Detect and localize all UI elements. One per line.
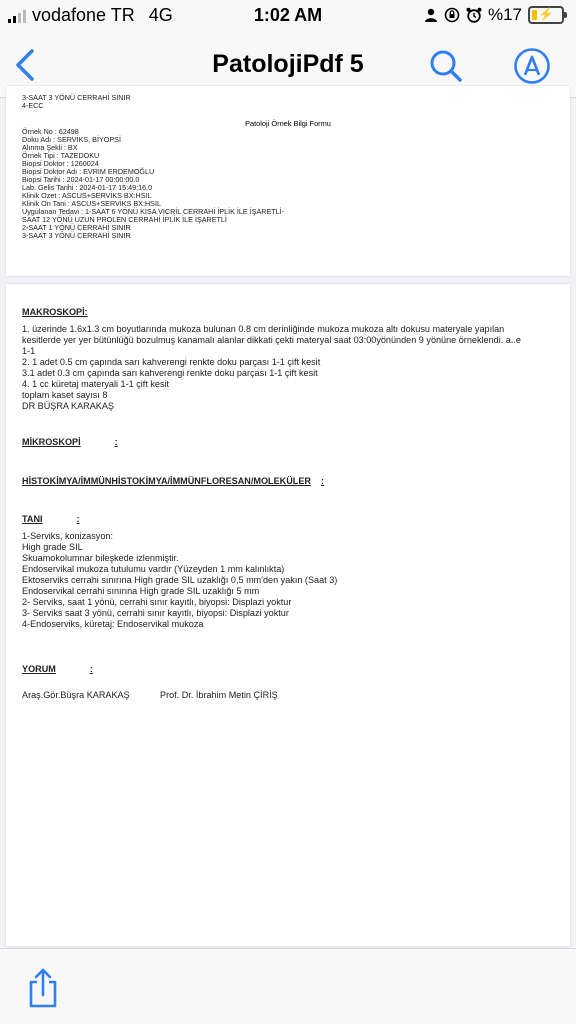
share-button[interactable]	[24, 967, 62, 1009]
form-line: Biopsi Tarihi : 2024-01-17 00:00:00.0	[22, 175, 140, 184]
yorum-heading	[22, 664, 93, 674]
search-button[interactable]	[426, 46, 466, 86]
form-heading: Patoloji Örnek Bilgi Formu	[245, 119, 331, 128]
form-line: Doku Adı : SERVİKS, BİYOPSİ	[22, 135, 121, 144]
markup-button[interactable]	[512, 46, 552, 86]
heading-colon: :	[76, 514, 80, 524]
tani-line: Endoservikal mukoza tutulumu vardır (Yüzeyden 1 mm kalınlıkta)	[22, 564, 285, 574]
yorum-title: YORUM	[22, 664, 56, 674]
markup-pen-icon	[512, 46, 552, 86]
form-line: 2-SAAT 1 YÖNÜ CERRAHİ SINIR	[22, 223, 131, 232]
alarm-icon	[466, 7, 482, 23]
form-line: Klinik Ozet : ASCUS+SERVİKS BX:HSIL	[22, 191, 152, 200]
makroskopi-heading: MAKROSKOPİ:	[22, 307, 88, 317]
form-line: Örnek Tipi : TAZEDOKU	[22, 151, 100, 160]
search-icon	[426, 46, 466, 86]
tani-heading	[22, 514, 80, 524]
page1-line: 4-ECC	[22, 101, 44, 110]
makroskopi-line: DR BÜŞRA KARAKAŞ	[22, 401, 114, 411]
tani-line: 4-Endoserviks, küretaj: Endoservikal mukoza	[22, 619, 204, 629]
form-line: Lab. Gelis Tarihi : 2024-01-17 15:49:16.0	[22, 183, 153, 192]
form-line: Uygulanan Tedavi : 1-SAAT 6 YÖNÜ KISA VICRİL CERRAHİ İPLİK İLE İŞARETLİ-	[22, 207, 285, 216]
battery-percent: %17	[487, 5, 522, 24]
heading-colon: :	[321, 476, 325, 486]
signer-2: Prof. Dr. İbrahim Metin ÇİRİŞ	[160, 690, 278, 700]
tani-line: High grade SIL	[22, 542, 83, 552]
signer-1: Araş.Gör.Büşra KARAKAŞ	[22, 690, 130, 700]
form-line: Alınma Şekli : BX	[22, 143, 78, 152]
tani-line: Ektoserviks cerrahi sınırına High grade SIL uzaklığı 0,5 mm'den yakın (Saat 3)	[22, 575, 338, 585]
status-right	[424, 5, 564, 25]
status-time: 1:02 AM	[253, 5, 323, 25]
tani-line: Skuamokolumnar bileşkede izlenmiştir.	[22, 553, 179, 563]
makroskopi-line: toplam kaset sayısı 8	[22, 390, 108, 400]
form-line: Biopsi Doktor : 1260024	[22, 159, 99, 168]
tani-line: 3- Serviks saat 3 yönü, cerrahi sınır kayıtlı, biyopsi: Displazi yoktur	[22, 608, 289, 618]
heading-colon: :	[89, 664, 93, 674]
battery-icon	[528, 6, 564, 24]
person-icon	[424, 8, 438, 22]
tani-line: Endoservikal cerrahi sınırına High grade SIL uzaklığı 5 mm	[22, 586, 260, 596]
pdf-page-1[interactable]	[6, 86, 570, 276]
form-line: 3-SAAT 3 YÖNÜ CERRAHİ SINIR	[22, 231, 131, 240]
heading-colon: :	[114, 437, 118, 447]
bottom-toolbar	[0, 948, 576, 1024]
form-line: SAAT 12 YÖNÜ UZUN PROLEN CERRAHİ İPLİK İLE İŞARETLİ	[22, 215, 227, 224]
form-line: Klinik On Tani : ASCUS+SERVİKS BX:HSIL	[22, 199, 161, 208]
charging-bolt-icon: ⚡	[538, 7, 554, 21]
share-icon	[24, 967, 62, 1009]
tani-line: 2- Serviks, saat 1 yönü, cerrahi sınır kayıtlı, biyopsi: Displazi yoktur	[22, 597, 292, 607]
tani-title: TANI	[22, 514, 43, 524]
makroskopi-line: 2. 1 adet 0.5 cm çapında sarı kahverengi renkte doku parçası 1-1 çift kesit	[22, 357, 321, 367]
rotation-lock-icon	[444, 7, 460, 23]
status-bar	[0, 0, 576, 32]
makroskopi-line: 4. 1 cc küretaj materyali 1-1 çift kesit	[22, 379, 170, 389]
page1-cut-line: 3-SAAT 3 YÖNÜ CERRAHİ SINIR	[22, 93, 131, 102]
makroskopi-line: 1. üzerinde 1.6x1.3 cm boyutlarında mukoza bulunan 0.8 cm derinliğinde mukoza mukoza altı dokusu materyale yapılan	[22, 324, 505, 334]
network-type: 4G	[148, 5, 173, 25]
form-line: Örnek No : 62498	[22, 127, 79, 136]
pdf-page-2[interactable]	[6, 284, 570, 946]
form-line: Biopsi Doktor Adı : EVRİM ERDEMOĞLU	[22, 167, 155, 176]
mikroskopi-heading	[22, 437, 118, 447]
makroskopi-line: 3.1 adet 0.3 cm çapında sarı kahverengi renkte doku parçası 1-1 çift kesit	[22, 368, 318, 378]
histokimya-title: HİSTOKİMYA/İMMÜNHİSTOKİMYA/İMMÜNFLORESAN/MOLEKÜLER	[22, 476, 311, 486]
makroskopi-line: kesitlerde yer yer bütünlüğü bozulmuş kanamalı alanlar dikkati çekti materyal saat 03:00yönünden 9 yönüne örneklendi. a..e	[22, 335, 521, 345]
document-title: PatolojiPdf 5	[212, 50, 364, 78]
mikroskopi-title: MİKROSKOPİ	[22, 437, 81, 447]
makroskopi-line: 1-1	[22, 346, 36, 356]
carrier-name: vodafone TR	[32, 5, 135, 25]
histokimya-heading	[22, 476, 324, 486]
tani-line: 1-Serviks, konizasyon:	[22, 531, 113, 541]
